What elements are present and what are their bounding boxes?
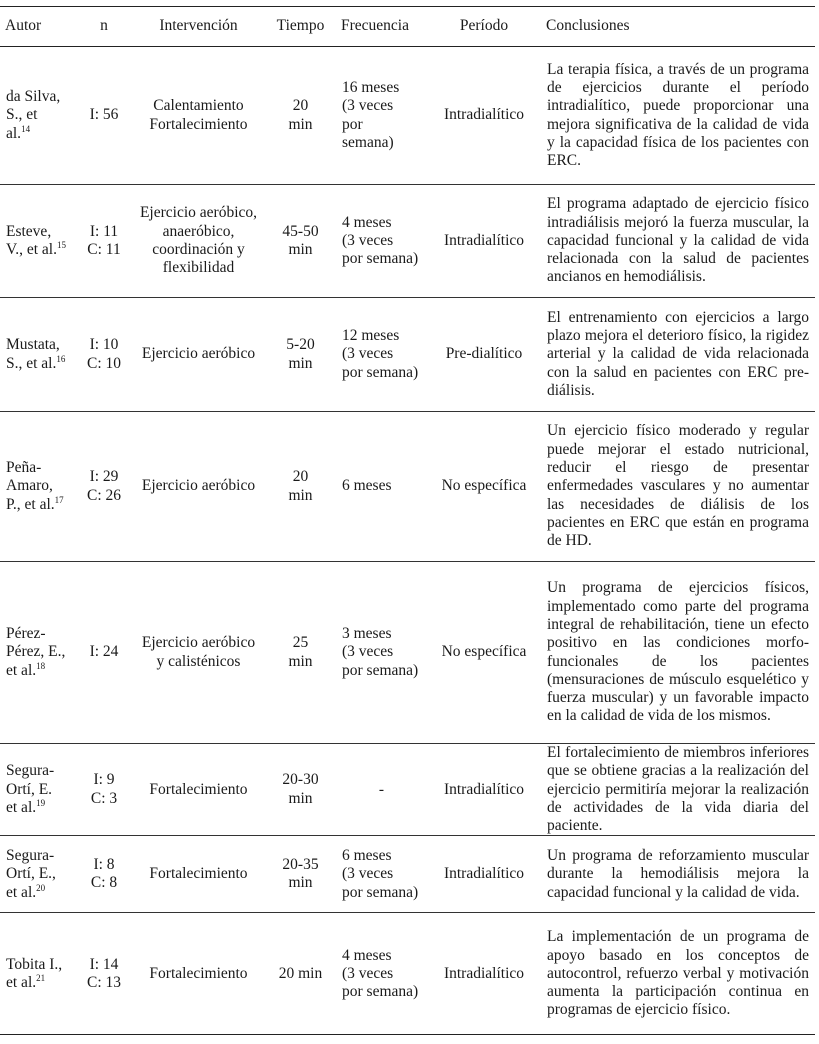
author-line [6, 884, 74, 902]
header-conclusions: Conclusiones [541, 7, 815, 47]
author-line [6, 781, 74, 799]
studies-table-container [0, 6, 819, 1035]
intervention-cell [132, 562, 265, 744]
reference-number: 14 [21, 123, 31, 134]
frequency-cell [336, 412, 427, 562]
n-value: I: 56 [89, 106, 119, 124]
author-line [6, 459, 74, 477]
intervention-line: Fortalecimiento [149, 964, 248, 982]
author-line [6, 974, 74, 992]
author-line [6, 223, 74, 241]
author-line [6, 662, 74, 680]
table-row [0, 836, 815, 913]
table-row [0, 562, 815, 744]
n-cell [76, 47, 132, 185]
period-cell: Pre-dialítico [427, 298, 541, 412]
author-text: S., et [6, 106, 38, 124]
n-value: C: 10 [86, 354, 122, 372]
author-cell [0, 47, 76, 185]
reference-number: 16 [56, 353, 66, 364]
intervention-cell [132, 298, 265, 412]
author-text: Segura- [6, 762, 55, 780]
intervention-cell [132, 744, 265, 836]
author-text: al. [6, 124, 22, 142]
time-line: 5-20 [286, 336, 315, 354]
time-line: 20-30 [282, 771, 319, 789]
frequency-cell [336, 185, 427, 298]
header-author: Autor [0, 7, 76, 47]
intervention-cell [132, 836, 265, 913]
frequency-line: (3 veces [342, 865, 394, 883]
author-text: et al. [6, 798, 37, 816]
time-cell [265, 185, 336, 298]
time-line: min [288, 652, 313, 670]
author-line [6, 847, 74, 865]
time-line: 20-35 [282, 856, 319, 874]
n-value: I: 29 [89, 468, 119, 486]
reference-number: 15 [56, 239, 66, 250]
author-cell [0, 744, 76, 836]
intervention-cell [132, 913, 265, 1035]
author-cell [0, 298, 76, 412]
time-cell [265, 913, 336, 1035]
conclusion-cell: Un programa de ejercicios físicos, implementado como parte del programa integral de rehabilitación, tiene un efecto positivo en las condiciones morfo-funcionales de los pacientes (mensuraciones de músculo esquelético y fuerza muscular) y un favorable impacto en la calidad de vida de los mismos. [541, 562, 815, 744]
author-line [6, 477, 74, 495]
intervention-line: Ejercicio aeróbico [141, 345, 256, 363]
time-line: min [288, 874, 313, 892]
frequency-line: - [378, 780, 385, 798]
intervention-line: Fortalecimiento [149, 115, 248, 133]
author-text: et al. [6, 661, 37, 679]
time-cell [265, 562, 336, 744]
table-row [0, 744, 815, 836]
time-cell [265, 412, 336, 562]
studies-table [0, 6, 815, 1035]
n-cell [76, 562, 132, 744]
frequency-line: 3 meses [342, 625, 392, 643]
author-text: et al. [6, 973, 37, 991]
frequency-line: (3 veces [342, 231, 394, 249]
n-cell [76, 185, 132, 298]
header-n: n [76, 7, 132, 47]
n-cell [76, 744, 132, 836]
author-text: Esteve, [6, 222, 52, 240]
time-line: min [288, 241, 313, 258]
frequency-line: semana) [342, 133, 394, 151]
n-value: I: 9 [93, 771, 115, 789]
frequency-line: por semana) [342, 661, 419, 679]
table-row [0, 47, 815, 185]
period-cell: Intradialítico [427, 47, 541, 185]
author-line [6, 496, 74, 514]
frequency-line: 4 meses [342, 213, 392, 231]
author-text: S., et al. [6, 354, 57, 372]
reference-number: 20 [36, 882, 46, 893]
author-line [6, 865, 74, 883]
author-text: Ortí, E., [6, 865, 56, 883]
n-cell [76, 298, 132, 412]
author-cell [0, 836, 76, 913]
frequency-line: (3 veces [342, 97, 394, 115]
intervention-line: Ejercicio aeróbico [141, 634, 256, 652]
time-line: 25 [292, 634, 309, 652]
author-line [6, 88, 74, 106]
reference-number: 18 [36, 660, 46, 671]
time-cell [265, 836, 336, 913]
time-line: 20 min [278, 964, 323, 982]
frequency-line: 6 meses [342, 847, 392, 865]
frequency-line: 16 meses [342, 78, 400, 96]
author-text: Tobita I., [6, 955, 63, 973]
time-line: 45-50 [282, 222, 319, 240]
conclusion-cell: El entrenamiento con ejercicios a largo plazo mejora el deterioro físico, la rigidez arterial y la calidad de vida relacionada con la salud en pacientes con ERC pre-diálisis. [541, 298, 815, 412]
n-value: I: 14 [89, 955, 119, 973]
author-cell [0, 185, 76, 298]
period-cell: No específica [427, 562, 541, 744]
period-cell: Intradialítico [427, 185, 541, 298]
author-text: P., et al. [6, 495, 55, 513]
intervention-line: Ejercicio aeróbico, [139, 204, 258, 222]
n-cell [76, 412, 132, 562]
author-text: Segura- [6, 847, 55, 865]
period-cell: Intradialítico [427, 836, 541, 913]
author-line [6, 106, 74, 124]
header-time: Tiempo [265, 7, 336, 47]
author-line [6, 125, 74, 143]
n-value: C: 26 [86, 486, 122, 504]
n-cell [76, 836, 132, 913]
intervention-line: Fortalecimiento [149, 780, 248, 798]
author-line [6, 762, 74, 780]
header-intervention: Intervención [132, 7, 265, 47]
conclusion-cell: La implementación de un programa de apoyo basado en los conceptos de autocontrol, refuerzo verbal y motivación aumenta la participación continua en programas de ejercicio físico. [541, 913, 815, 1035]
header-frequency: Frecuencia [336, 7, 427, 47]
author-line [6, 355, 74, 373]
intervention-line: Calentamiento [153, 97, 244, 115]
frequency-line: (3 veces [342, 643, 394, 661]
time-cell [265, 744, 336, 836]
author-line [6, 241, 74, 259]
intervention-line: Fortalecimiento [149, 865, 248, 883]
conclusion-cell: El fortalecimiento de miembros inferiores que se obtiene gracias a la realización del ejercicio permitiría mejorar la realización de actividades de la vida diaria del paciente. [541, 744, 815, 836]
author-text: da Silva, [6, 88, 61, 106]
time-line: min [288, 354, 313, 372]
intervention-line: Ejercicio aeróbico [141, 477, 256, 495]
table-row [0, 913, 815, 1035]
frequency-line: por [342, 115, 363, 133]
reference-number: 21 [36, 972, 46, 983]
author-text: Pérez- [6, 625, 46, 643]
author-line [6, 799, 74, 817]
n-value: I: 24 [89, 643, 119, 661]
frequency-line: por semana) [342, 883, 419, 901]
frequency-line: 6 meses [342, 477, 392, 495]
table-row [0, 185, 815, 298]
period-cell: Intradialítico [427, 913, 541, 1035]
table-body [0, 47, 815, 1035]
frequency-cell [336, 47, 427, 185]
frequency-line: (3 veces [342, 964, 394, 982]
frequency-line: 4 meses [342, 946, 392, 964]
frequency-cell [336, 836, 427, 913]
author-cell [0, 913, 76, 1035]
time-line: 20 [292, 468, 309, 486]
author-cell [0, 412, 76, 562]
n-cell [76, 913, 132, 1035]
n-value: C: 3 [90, 789, 118, 807]
time-line: min [288, 115, 313, 133]
author-text: Ortí, E. [6, 780, 53, 798]
intervention-line: flexibilidad [162, 259, 235, 277]
time-line: min [288, 486, 313, 504]
frequency-line: por semana) [342, 363, 419, 381]
intervention-line: coordinación y [152, 241, 245, 258]
conclusion-cell: Un ejercicio físico moderado y regular puede mejorar el estado nutricional, reducir el riesgo de presentar enfermedades vasculares y no aumentar las necesidades de diálisis de los pacientes en ERC que están en programa de HD. [541, 412, 815, 562]
intervention-cell [132, 185, 265, 298]
frequency-line: por semana) [342, 250, 419, 268]
frequency-cell [336, 744, 427, 836]
table-row [0, 298, 815, 412]
author-text: Peña- [6, 459, 42, 477]
frequency-line: 12 meses [342, 327, 400, 345]
header-period: Período [427, 7, 541, 47]
frequency-line: por semana) [342, 983, 419, 1001]
author-line [6, 956, 74, 974]
author-text: et al. [6, 883, 37, 901]
table-header-row [0, 7, 815, 47]
time-line: min [288, 789, 313, 807]
author-cell [0, 562, 76, 744]
author-text: V., et al. [6, 241, 57, 258]
time-line: 20 [292, 97, 309, 115]
frequency-cell [336, 298, 427, 412]
n-value: I: 11 [89, 222, 119, 240]
intervention-line: anaeróbico, [162, 222, 235, 240]
conclusion-cell: El programa adaptado de ejercicio físico intradiálisis mejoró la fuerza muscular, la capacidad funcional y la calidad de vida relacionada con la salud de pacientes ancianos en hemodiálisis. [541, 185, 815, 298]
table-row [0, 412, 815, 562]
n-value: C: 11 [87, 241, 121, 258]
intervention-cell [132, 47, 265, 185]
author-text: Mustata, [6, 336, 60, 354]
conclusion-cell: Un programa de reforzamiento muscular durante la hemodiálisis mejora la capacidad funcional y la calidad de vida. [541, 836, 815, 913]
n-value: I: 10 [89, 336, 119, 354]
frequency-line: (3 veces [342, 345, 394, 363]
intervention-line: y calisténicos [156, 652, 241, 670]
n-value: I: 8 [93, 856, 115, 874]
reference-number: 17 [54, 494, 64, 505]
n-value: C: 8 [90, 874, 118, 892]
conclusion-cell: La terapia física, a través de un programa de ejercicios durante el período intradialítico, puede proporcionar una mejora significativa de la calidad de vida y la capacidad física de los pacientes con ERC. [541, 47, 815, 185]
time-cell [265, 47, 336, 185]
author-line [6, 643, 74, 661]
n-value: C: 13 [86, 973, 122, 991]
period-cell: Intradialítico [427, 744, 541, 836]
reference-number: 19 [36, 797, 46, 808]
author-text: Pérez, E., [6, 643, 66, 661]
author-text: Amaro, [6, 477, 53, 495]
frequency-cell [336, 562, 427, 744]
author-line [6, 625, 74, 643]
frequency-cell [336, 913, 427, 1035]
author-line [6, 336, 74, 354]
period-cell: No específica [427, 412, 541, 562]
time-cell [265, 298, 336, 412]
intervention-cell [132, 412, 265, 562]
